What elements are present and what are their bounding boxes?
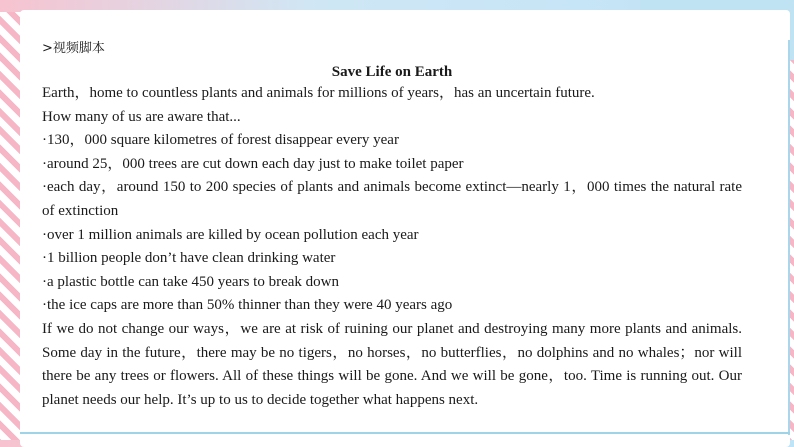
fact-item-plastic: ·a plastic bottle can take 450 years to break down [42, 273, 339, 290]
section-label: >视频脚本 [42, 41, 105, 56]
fact-item-ocean: ·over 1 million animals are killed by ocean pollution each year [42, 226, 419, 243]
intro-line: Earth，home to countless plants and animals for millions of years，has an uncertain future. [42, 85, 595, 101]
fact-item-water: ·1 billion people don’t have clean drinking water [42, 250, 336, 267]
script-title: Save Life on Earth [331, 64, 453, 80]
question-line: How many of us are aware that... [42, 108, 241, 125]
fact-item-forest: ·130，000 square kilometres of forest disappear every year [42, 132, 399, 149]
closing-paragraph: If we do not change our ways，we are at risk of ruining our planet and destroying many more plants and animals. Some day in the future，there may be no tigers，no horses，no butterflies，no dolphins and no whales；nor will there be any trees or flowers. All of these things will be gone. And we will be gone，too. Time is running out. Our planet needs our help. It’s up to us to decide together what happens next. [42, 320, 742, 408]
fact-item-trees: ·around 25，000 trees are cut down each day just to make toilet paper [42, 155, 464, 172]
fact-item-ice-caps: ·the ice caps are more than 50% thinner than they were 40 years ago [42, 297, 453, 314]
card-bottom-accent-line [20, 432, 790, 434]
fact-item-species: ·each day，around 150 to 200 species of plants and animals become extinct—nearly 1，000 times the natural rate of extinction [42, 179, 742, 219]
card-right-accent-line [788, 40, 790, 435]
slide-content [42, 40, 742, 412]
